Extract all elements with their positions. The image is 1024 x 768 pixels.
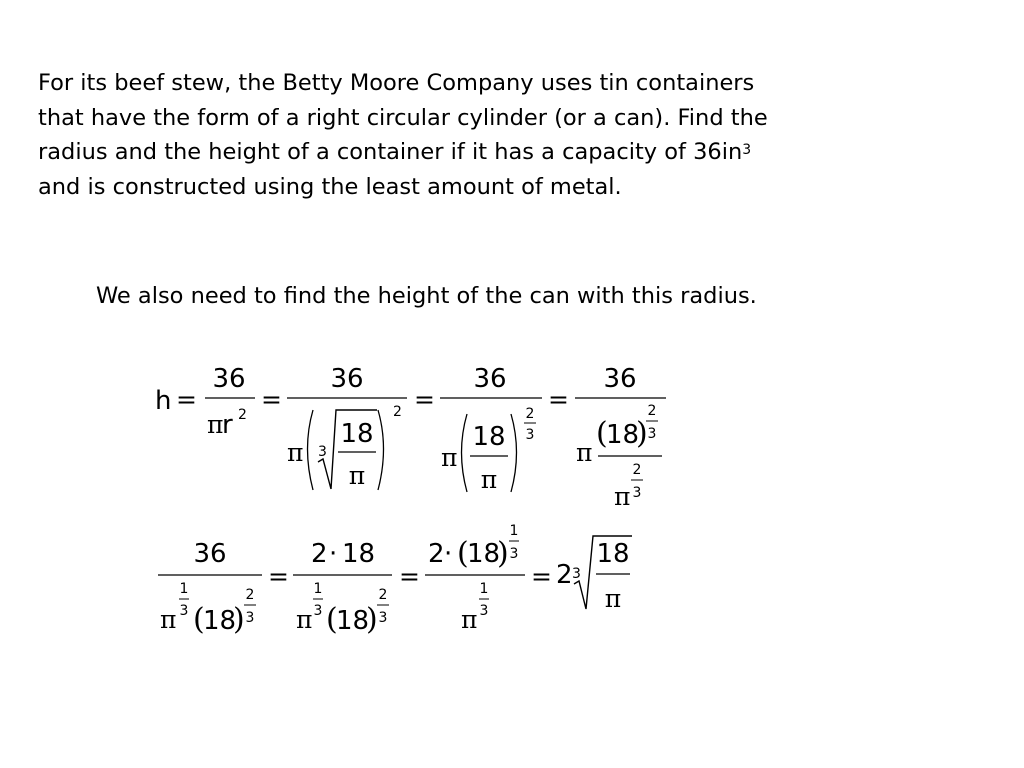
left-paren bbox=[308, 410, 314, 490]
root-index: 3 bbox=[318, 444, 327, 460]
pi-exponent-denominator: 3 bbox=[479, 603, 489, 619]
fraction-2-times-18-over-compound bbox=[293, 539, 392, 637]
base: 18 bbox=[606, 420, 640, 450]
exponent: 2 bbox=[238, 407, 247, 423]
equation-2 bbox=[158, 523, 632, 637]
pi-exponent-numerator: 1 bbox=[179, 581, 189, 597]
exponent-numerator: 1 bbox=[509, 523, 519, 539]
numerator: 36 bbox=[603, 364, 637, 394]
left-paren: ( bbox=[193, 602, 205, 637]
exponent-numerator: 2 bbox=[647, 403, 657, 419]
base: 18 bbox=[467, 539, 501, 569]
root-index: 3 bbox=[572, 566, 581, 582]
equals-sign: = bbox=[399, 562, 420, 591]
numerator-coefficient: 2 bbox=[311, 539, 328, 569]
exponent-numerator: 2 bbox=[245, 587, 255, 603]
right-paren: ) bbox=[233, 602, 245, 637]
problem-line-4: and is constructed using the least amount of metal. bbox=[38, 173, 622, 200]
right-paren bbox=[378, 410, 384, 490]
pi-symbol: π bbox=[576, 438, 593, 467]
left-paren: ( bbox=[457, 536, 469, 571]
pi-exponent-numerator: 1 bbox=[479, 581, 489, 597]
fraction-2-times-18-third-over-pi-third bbox=[425, 523, 525, 634]
pi-symbol: π bbox=[160, 605, 177, 634]
equals-sign: = bbox=[176, 385, 197, 414]
pi-symbol: π bbox=[207, 410, 224, 439]
r-variable: r bbox=[222, 410, 233, 440]
multiply-dot: · bbox=[329, 539, 338, 569]
right-paren: ) bbox=[497, 536, 509, 571]
exponent-denominator: 3 bbox=[525, 427, 535, 443]
problem-line-3: radius and the height of a container if it has a capacity of 36in bbox=[38, 139, 743, 165]
den-exponent-numerator: 2 bbox=[632, 462, 642, 478]
inner-denominator: π bbox=[348, 461, 366, 490]
inner-numerator: 18 bbox=[340, 419, 374, 449]
numerator: 36 bbox=[212, 364, 246, 394]
inner-numerator: 18 bbox=[596, 539, 630, 569]
right-paren: ) bbox=[366, 602, 378, 637]
pi-symbol: π bbox=[441, 443, 458, 472]
pi-exponent-denominator: 3 bbox=[179, 603, 189, 619]
pi-symbol: π bbox=[296, 605, 313, 634]
denominator-pi: π bbox=[614, 482, 631, 511]
fraction-36-over-pi-cuberoot-squared bbox=[287, 364, 407, 490]
h-variable: h bbox=[155, 386, 172, 416]
right-paren bbox=[511, 414, 517, 492]
inner-numerator: 18 bbox=[472, 422, 506, 452]
coefficient: 2 bbox=[556, 560, 573, 590]
equals-sign: = bbox=[548, 385, 569, 414]
left-paren: ( bbox=[596, 416, 608, 451]
exponent-numerator: 2 bbox=[525, 406, 535, 422]
fraction-36-over-pi-power-two-thirds bbox=[440, 364, 542, 494]
exponent-numerator: 2 bbox=[378, 587, 388, 603]
fraction-36-over-pi-r-squared bbox=[205, 364, 255, 440]
inner-denominator: π bbox=[604, 584, 622, 613]
right-paren: ) bbox=[636, 416, 648, 451]
fraction-36-over-compound bbox=[575, 364, 666, 511]
exponent-denominator: 3 bbox=[245, 610, 255, 626]
pi-exponent-denominator: 3 bbox=[313, 603, 323, 619]
numerator: 36 bbox=[473, 364, 507, 394]
pi-symbol: π bbox=[287, 438, 304, 467]
inner-denominator: π bbox=[480, 465, 498, 494]
capacity-exponent: 3 bbox=[742, 142, 752, 158]
problem-line-2: that have the form of a right circular cylinder (or a can). Find the bbox=[38, 104, 768, 131]
base: 18 bbox=[203, 606, 237, 636]
numerator-coefficient: 2 bbox=[428, 539, 445, 569]
equation-1 bbox=[155, 364, 666, 511]
numerator: 36 bbox=[193, 539, 227, 569]
fraction-36-over-pi-third-18-two-thirds bbox=[158, 539, 262, 637]
equals-sign: = bbox=[261, 385, 282, 414]
problem-line-1: For its beef stew, the Betty Moore Company uses tin containers bbox=[38, 70, 755, 96]
exponent: 2 bbox=[393, 404, 402, 420]
exponent-denominator: 3 bbox=[509, 546, 519, 562]
left-paren bbox=[462, 414, 468, 492]
equals-sign: = bbox=[268, 562, 289, 591]
multiply-dot: · bbox=[444, 539, 453, 569]
numerator-base: 18 bbox=[342, 539, 376, 569]
equals-sign: = bbox=[414, 385, 435, 414]
final-result-2-cuberoot bbox=[556, 536, 632, 613]
exponent-denominator: 3 bbox=[378, 610, 388, 626]
pi-symbol: π bbox=[461, 605, 478, 634]
exponent-denominator: 3 bbox=[647, 426, 657, 442]
numerator: 36 bbox=[330, 364, 364, 394]
left-paren: ( bbox=[326, 602, 338, 637]
den-exponent-denominator: 3 bbox=[632, 485, 642, 501]
base: 18 bbox=[336, 606, 370, 636]
height-note: We also need to find the height of the can with this radius. bbox=[96, 283, 757, 309]
equals-sign: = bbox=[531, 562, 552, 591]
pi-exponent-numerator: 1 bbox=[313, 581, 323, 597]
